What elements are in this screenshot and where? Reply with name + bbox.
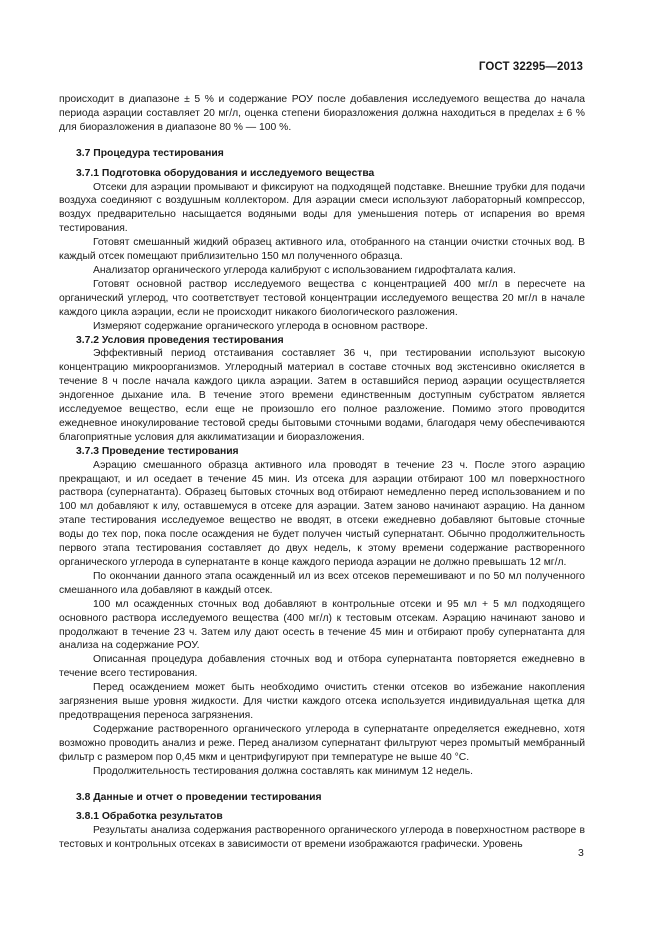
paragraph: Готовят основной раствор исследуемого вещества с концентрацией 400 мг/л в пересчете на органический углерод, что соответствует тестовой концентрации исследуемого вещества 20 мг/л в начале каждого цикла аэрации, если не происходит никакого биологического разложения. [59,278,585,318]
document-body [59,93,585,852]
subsection-heading-3-7-2: 3.7.2 Условия проведения тестирования [76,334,284,346]
subsection-heading-3-7-3: 3.7.3 Проведение тестирования [76,445,239,457]
paragraph: Результаты анализа содержания растворенного органического углерода в поверхностном растворе в тестовых и контрольных отсеках в зависимости от времени изображаются графически. Уровень [59,825,585,851]
document-number: ГОСТ 32295—2013 [478,61,583,73]
section-heading-3-8: 3.8 Данные и отчет о проведении тестирования [76,791,322,803]
paragraph: Содержание растворенного органического углерода в супернатанте определяется ежедневно, хотя возможно проводить анализ и реже. Перед анализом супернатант фильтруют через промытый мембранный фильтр с размером пор 0,45 мкм и центрифугируют при температуре не выше 40 °C. [59,723,585,763]
paragraph: Готовят смешанный жидкий образец активного ила, отобранного на станции очистки сточных вод. В каждый отсек помещают приблизительно 150 мл полученного образца. [59,237,585,263]
paragraph: Анализатор органического углерода калибруют с использованием гидрофталата калия. [93,264,516,276]
paragraph: Продолжительность тестирования должна составлять как минимум 12 недель. [93,765,474,777]
subsection-heading-3-8-1: 3.8.1 Обработка результатов [76,811,223,823]
paragraph: По окончании данного этапа осажденный ил из всех отсеков перемешивают и по 50 мл полученного смешанного ила добавляют в каждый отсек. [59,570,585,596]
paragraph-continuation: происходит в диапазоне ± 5 % и содержание РОУ после добавления исследуемого вещества до начала периода аэрации составляет 20 мг/л, оценка степени биоразложения должна находиться в пределах ± 6 % для биоразложения в диапазоне 80 % — 100 %. [59,94,585,133]
paragraph: 100 мл осажденных сточных вод добавляют в контрольные отсеки и 95 мл + 5 мл подходящего основного раствора исследуемого вещества (400 мг/л) к тестовым отсекам. Аэрацию начинают заново и продолжают в течение 23 ч. Затем илу дают осесть в течение 45 мин и отбирают пробу супернатанта для анализа на содержание РОУ. [59,598,585,652]
subsection-heading-3-7-1: 3.7.1 Подготовка оборудования и исследуемого вещества [76,167,375,179]
paragraph: Измеряют содержание органического углерода в основном растворе. [93,320,428,332]
paragraph: Описанная процедура добавления сточных вод и отбора супернатанта повторяется ежедневно в течение всего тестирования. [59,654,585,680]
paragraph: Отсеки для аэрации промывают и фиксируют на подходящей подставке. Внешние трубки для подачи воздуха соединяют с воздушным коллектором. Для аэрации смеси используют лабораторный компрессор, воздух предварительно насыщается водяными воды для уменьшения потерь от испарения во время тестирования. [59,181,585,235]
section-heading-3-7: 3.7 Процедура тестирования [76,147,224,159]
paragraph: Эффективный период отстаивания составляет 36 ч, при тестировании используют высокую концентрацию микроорганизмов. Углеродный материал в составе сточных вод экстенсивно окисляется в течение 8 ч после начала каждого цикла аэрации. Затем в оставшийся период аэрации осуществляется эндогенное дыхание ила. В течение этого времени единственным доступным субстратом является исследуемое вещество, если еще не произошло его полное разложение. Помимо этого проводится ежедневное инокулирование тестовой среды бытовыми сточными водами, благодаря чему обеспечиваются благоприятные условия для акклиматизации и биоразложения. [59,348,585,443]
paragraph: Аэрацию смешанного образца активного ила проводят в течение 23 ч. После этого аэрацию прекращают, и ил оседает в течение 45 мин. Из отсека для аэрации отбирают 100 мл поверхностного раствора (супернатанта). Образец бытовых сточных вод отбирают немедленно перед использованием и по 100 мл добавляют к илу, оставшемуся в отсеке для аэрации. Затем заново начинают аэрацию. На данном этапе тестирования исследуемое вещество не вводят, в отсеки ежедневно добавляют бытовые сточные воды до тех пор, пока после осаждения не будет получен чистый супернатант. Обычно продолжительность первого этапа тестирования составляет до двух недель, к этому времени содержание растворенного органического углерода в супернатанте в конце каждого периода аэрации не должно превышать 12 мг/л. [59,459,585,568]
paragraph: Перед осаждением может быть необходимо очистить стенки отсеков во избежание накопления загрязнения выше уровня жидкости. Для чистки каждого отсека используется индивидуальная щетка для предотвращения переноса загрязнения. [59,682,585,721]
page-number: 3 [578,847,584,859]
